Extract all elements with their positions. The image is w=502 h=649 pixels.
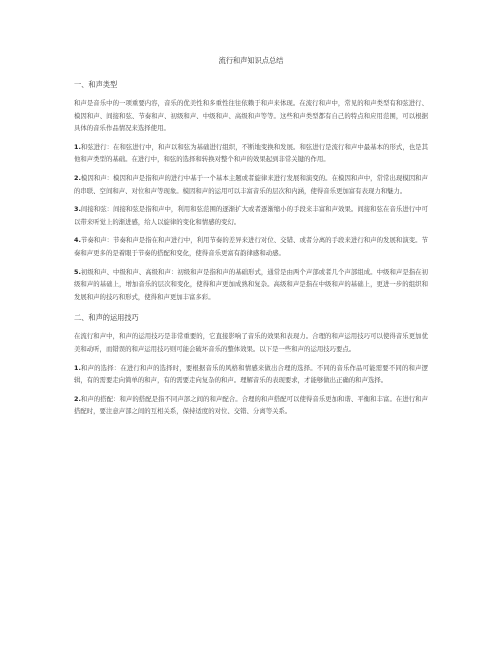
item-number: 1. (74, 363, 81, 372)
item-number: 4. (74, 236, 81, 245)
list-item (74, 266, 428, 304)
list-item (74, 172, 428, 197)
item-text: 节奏和声：节奏和声是指在和声进行中，利用节奏的差异来进行对位、交错、或者分离的手段来进行和声的发展和演变。节奏和声更多的是着眼于节奏的搭配和变化，使得音乐更富有韵律感和动感。 (74, 236, 428, 257)
section-heading: 二、和声的运用技巧 (74, 313, 139, 323)
list-item (74, 141, 428, 166)
item-text: 和弦进行：在和弦进行中，和声以和弦为基础进行组织，不断地变换和发展。和弦进行是流行和声中最基本的形式，也是其他和声类型的基础。在进行中，和弦的选择和转换对整个和声的效果起到非常关键的作用。 (74, 142, 428, 164)
item-number: 5. (74, 267, 81, 276)
list-item (74, 234, 428, 259)
item-number: 3. (74, 205, 81, 214)
section-harmony-techniques (74, 313, 428, 418)
item-text: 和声的选择：在进行和声的选择时，要根据音乐的风格和情感来做出合理的选择。不同的音乐作品可能需要不同的和声逻辑，有的需要走向简单的和声，有的需要走向复杂的和声。理解音乐的表现要求，才能够做出正确的和声选择。 (74, 363, 428, 385)
section-heading: 一、和声类型 (74, 80, 118, 89)
list-item (74, 203, 428, 228)
item-number: 1. (74, 142, 81, 151)
item-text: 模因和声：模因和声是指和声的进行中基于一个基本主题或者旋律来进行发展和演变的。在模因和声中，常常出现模因和声的串联、空间和声、对位和声等现象。模因和声的运用可以丰富音乐的层次和内涵，使得音乐更加富有表现力和魅力。 (74, 173, 428, 195)
item-text: 间接和弦：间接和弦是指和声中，利用和弦范围的逐渐扩大或者逐渐缩小的手段来丰富和声效果。间接和弦在音乐进行中可以带来听觉上的渐进感，给人以旋律的变化和情感的变幻。 (74, 205, 428, 226)
document-title: 流行和声知识点总结 (218, 56, 284, 65)
list-item (74, 393, 428, 418)
item-number: 2. (74, 394, 81, 403)
section-intro: 和声是音乐中的一项重要内容，音乐的优美性和多重性往往依赖于和声来体现。在流行和声中，常见的和声类型有和弦进行、模因和声、间接和弦、节奏和声、初级和声、中级和声、高级和声等等。这些和声类型都有自己的特点和应用范围，可以根据具体的音乐作品情况来选择使用。 (74, 99, 428, 133)
section-harmony-types (74, 80, 428, 303)
item-number: 2. (74, 173, 81, 182)
item-text: 初级和声、中级和声、高级和声：初级和声是指和声的基础形式，通常是由两个声部或者几个声部组成。中级和声是指在初级和声的基础上，增加音乐的层次和变化，使得和声更加成熟和复杂。高级和声是指在中级和声的基础上，更进一步的组织和发展和声的技巧和形式，使得和声更加丰富多彩。 (74, 267, 428, 301)
section-intro: 在流行和声中，和声的运用技巧是非常重要的，它直接影响了音乐的效果和表现力。合理的和声运用技巧可以使得音乐更加优美和动听，而错误的和声运用技巧则可能会破坏音乐的整体效果。以下是一些和声的运用技巧要点。 (74, 332, 428, 353)
list-item (74, 362, 428, 387)
item-text: 和声的搭配：和声的搭配是指不同声部之间的和声配合。合理的和声搭配可以使得音乐更加和谐、平衡和丰富。在进行和声搭配时，要注意声部之间的互相关系，保持适度的对位、交错、分离等关系。 (74, 394, 428, 416)
